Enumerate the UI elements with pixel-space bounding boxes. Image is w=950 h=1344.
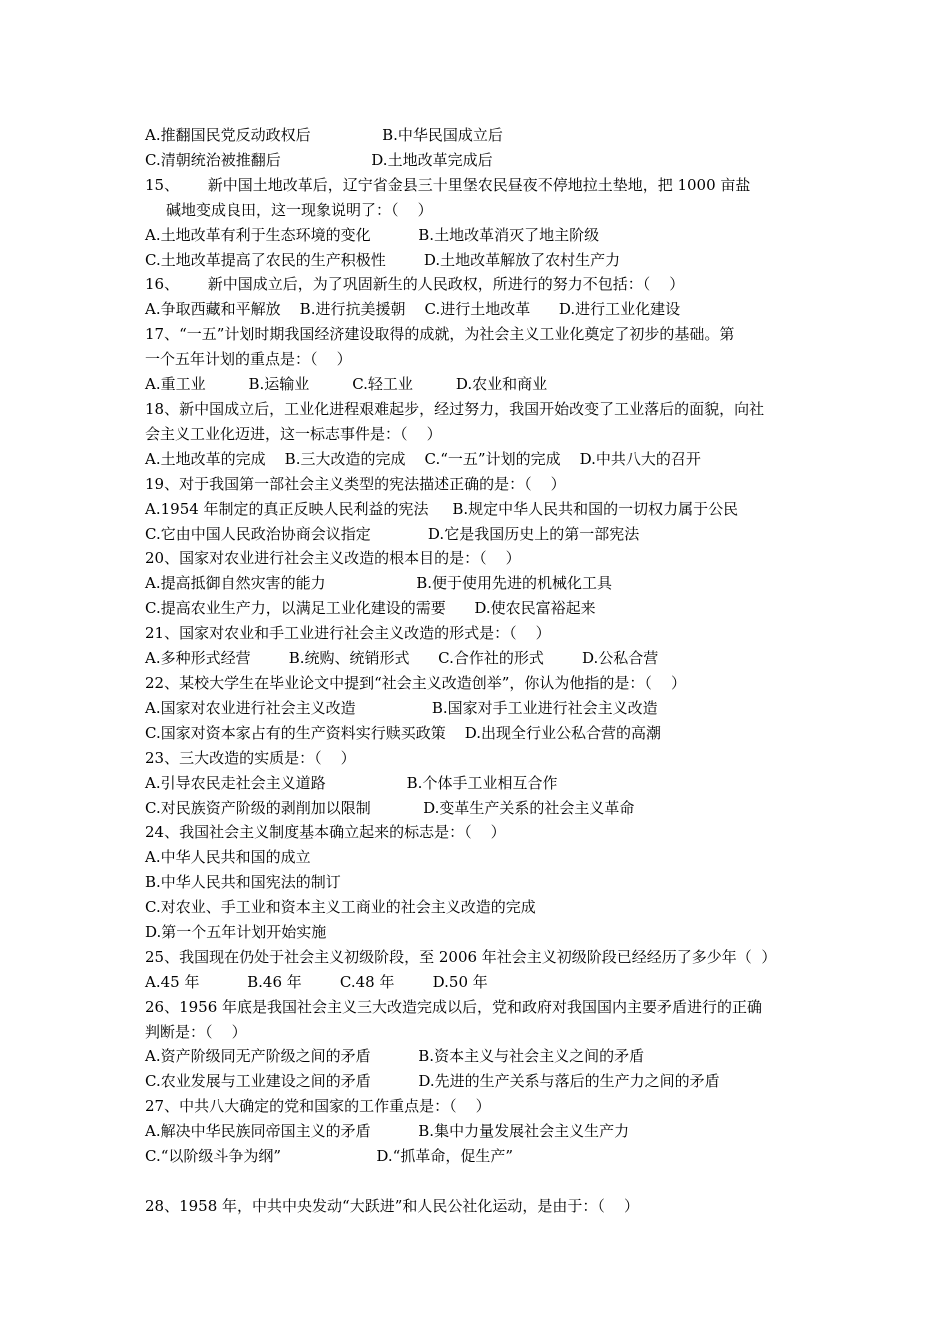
q14-options-cd: C.清朝统治被推翻后 D.土地改革完成后 <box>145 151 493 169</box>
q24-option-b: B.中华人民共和国宪法的制订 <box>145 873 341 891</box>
q26-stem: 26、1956 年底是我国社会主义三大改造完成以后，党和政府对我国国内主要矛盾进行的正确 <box>145 998 763 1016</box>
q18-stem-cont: 会主义工业化迈进，这一标志事件是：（ ） <box>145 425 442 443</box>
q19-options-cd: C.它由中国人民政治协商会议指定 D.它是我国历史上的第一部宪法 <box>145 525 640 543</box>
q15-stem-cont: 碱地变成良田，这一现象说明了：（ ） <box>166 201 433 219</box>
q27-options-cd: C.“以阶级斗争为纲” D.“抓革命，促生产” <box>145 1147 514 1165</box>
q19-stem: 19、对于我国第一部社会主义类型的宪法描述正确的是：（ ） <box>145 475 566 493</box>
q23-options-ab: A.引导农民走社会主义道路 B.个体手工业相互合作 <box>145 774 558 792</box>
q21-options: A.多种形式经营 B.统购、统销形式 C.合作社的形式 D.公私合营 <box>145 649 659 667</box>
q17-stem: 17、“一五”计划时期我国经济建设取得的成就，为社会主义工业化奠定了初步的基础。第 <box>145 325 735 343</box>
q26-stem-cont: 判断是：（ ） <box>145 1023 247 1041</box>
q22-options-ab: A.国家对农业进行社会主义改造 B.国家对手工业进行社会主义改造 <box>145 699 658 717</box>
q21-stem: 21、国家对农业和手工业进行社会主义改造的形式是：（ ） <box>145 624 551 642</box>
q16-stem: 16、 新中国成立后，为了巩固新生的人民政权，所进行的努力不包括：（ ） <box>145 275 685 293</box>
q20-stem: 20、国家对农业进行社会主义改造的根本目的是：（ ） <box>145 549 521 567</box>
q20-options-ab: A.提高抵御自然灾害的能力 B.便于使用先进的机械化工具 <box>145 574 612 592</box>
q23-options-cd: C.对民族资产阶级的剥削加以限制 D.变革生产关系的社会主义革命 <box>145 799 635 817</box>
q22-options-cd: C.国家对资本家占有的生产资料实行赎买政策 D.出现全行业公私合营的高潮 <box>145 724 662 742</box>
q15-stem: 15、 新中国土地改革后，辽宁省金县三十里堡农民昼夜不停地拉土垫地，把 1000 亩盐 <box>145 176 751 194</box>
q26-options-ab: A.资产阶级同无产阶级之间的矛盾 B.资本主义与社会主义之间的矛盾 <box>145 1047 645 1065</box>
q24-option-a: A.中华人民共和国的成立 <box>145 848 311 866</box>
q16-options: A.争取西藏和平解放 B.进行抗美援朝 C.进行土地改革 D.进行工业化建设 <box>145 300 681 318</box>
q20-options-cd: C.提高农业生产力，以满足工业化建设的需要 D.使农民富裕起来 <box>145 599 596 617</box>
q27-options-ab: A.解决中华民族同帝国主义的矛盾 B.集中力量发展社会主义生产力 <box>145 1122 630 1140</box>
q17-stem-cont: 一个五年计划的重点是：（ ） <box>145 350 352 368</box>
q24-stem: 24、我国社会主义制度基本确立起来的标志是：（ ） <box>145 823 506 841</box>
q18-stem: 18、新中国成立后，工业化进程艰难起步，经过努力，我国开始改变了工业落后的面貌，向社 <box>145 400 765 418</box>
q24-option-d: D.第一个五年计划开始实施 <box>145 923 327 941</box>
q18-options: A.土地改革的完成 B.三大改造的完成 C.“一五”计划的完成 D.中共八大的召开 <box>145 450 701 468</box>
q25-stem: 25、我国现在仍处于社会主义初级阶段，至 2006 年社会主义初级阶段已经经历了多少年（ ） <box>145 948 777 966</box>
q14-options-ab: A.推翻国民党反动政权后 B.中华民国成立后 <box>145 126 503 144</box>
q28-stem: 28、1958 年，中共中央发动“大跃进”和人民公社化运动，是由于：（ ） <box>145 1197 639 1215</box>
q22-stem: 22、某校大学生在毕业论文中提到“社会主义改造创举”，你认为他指的是：（ ） <box>145 674 686 692</box>
q27-stem: 27、中共八大确定的党和国家的工作重点是：（ ） <box>145 1097 491 1115</box>
q17-options: A.重工业 B.运输业 C.轻工业 D.农业和商业 <box>145 375 548 393</box>
q15-options-cd: C.土地改革提高了农民的生产积极性 D.土地改革解放了农村生产力 <box>145 251 621 269</box>
q25-options: A.45 年 B.46 年 C.48 年 D.50 年 <box>145 973 488 991</box>
q19-options-ab: A.1954 年制定的真正反映人民利益的宪法 B.规定中华人民共和国的一切权力属于公民 <box>145 500 739 518</box>
q15-options-ab: A.土地改革有利于生态环境的变化 B.土地改革消灭了地主阶级 <box>145 226 600 244</box>
q23-stem: 23、三大改造的实质是：（ ） <box>145 749 356 767</box>
q26-options-cd: C.农业发展与工业建设之间的矛盾 D.先进的生产关系与落后的生产力之间的矛盾 <box>145 1072 720 1090</box>
q24-option-c: C.对农业、手工业和资本主义工商业的社会主义改造的完成 <box>145 898 536 916</box>
